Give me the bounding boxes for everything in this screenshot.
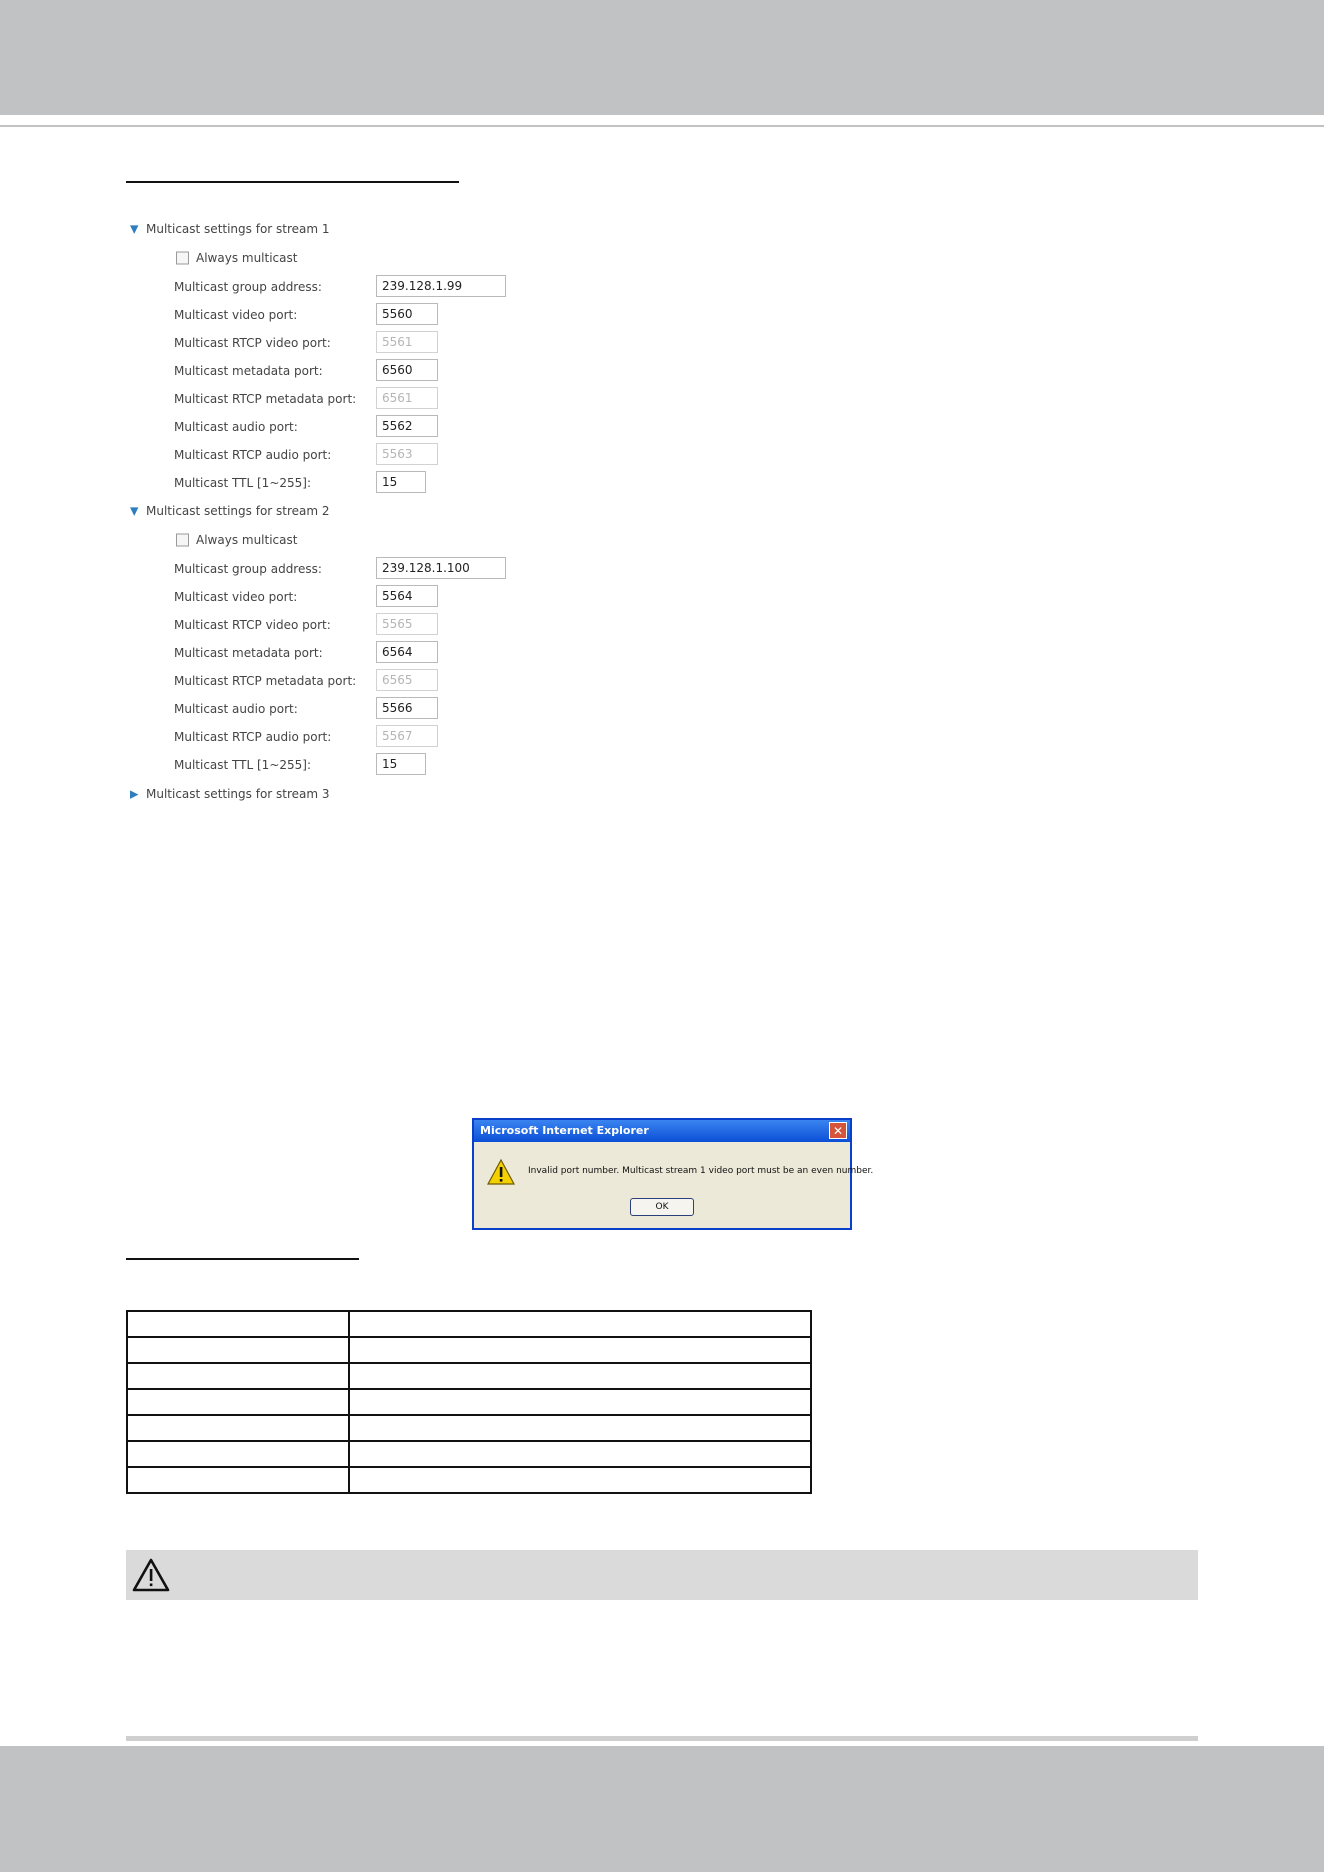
dialog-message: Invalid port number. Multicast stream 1 video port must be an even number. (528, 1166, 874, 1176)
multicast-metadata-port-input[interactable]: 6560 (376, 359, 438, 381)
multicast-metadata-port-input[interactable]: 6564 (376, 641, 438, 663)
table-cell (349, 1441, 811, 1467)
table-cell (349, 1415, 811, 1441)
always-multicast-checkbox[interactable] (176, 252, 189, 265)
multicast-audio-port-input[interactable]: 5566 (376, 697, 438, 719)
field-label: Multicast RTCP audio port: (174, 730, 332, 744)
form-row (126, 667, 646, 695)
table-row (127, 1441, 811, 1467)
table-cell (349, 1363, 811, 1389)
always-multicast-checkbox[interactable] (176, 534, 189, 547)
multicast-video-port-input[interactable]: 5564 (376, 585, 438, 607)
multicast-group-address-input[interactable]: 239.128.1.99 (376, 275, 506, 297)
table-cell (349, 1389, 811, 1415)
form-row (126, 723, 646, 751)
triangle-right-icon: ▶ (130, 787, 139, 801)
ok-button[interactable]: OK (630, 1198, 694, 1216)
table-cell (127, 1337, 349, 1363)
multicast-rtcp-metadata-port-input: 6561 (376, 387, 438, 409)
table-cell (127, 1415, 349, 1441)
warning-icon (486, 1158, 516, 1186)
field-label: Multicast video port: (174, 590, 298, 604)
form-row (126, 639, 646, 667)
table-cell (127, 1441, 349, 1467)
table-cell (349, 1337, 811, 1363)
multicast-rtcp-audio-port-input: 5567 (376, 725, 438, 747)
header-divider (0, 125, 1324, 127)
multicast-audio-port-input[interactable]: 5562 (376, 415, 438, 437)
table-cell (349, 1311, 811, 1337)
field-label: Multicast group address: (174, 562, 322, 576)
footer-divider (126, 1736, 1198, 1741)
field-label: Multicast video port: (174, 308, 298, 322)
form-row (126, 695, 646, 723)
stream-3-header-label: Multicast settings for stream 3 (146, 787, 330, 801)
warning-icon (130, 1556, 172, 1594)
multicast-rtcp-video-port-input: 5561 (376, 331, 438, 353)
table-cell (127, 1311, 349, 1337)
multicast-rtcp-video-port-input: 5565 (376, 613, 438, 635)
form-row (126, 273, 646, 301)
multicast-ttl-input[interactable]: 15 (376, 753, 426, 775)
stream-1-header-label: Multicast settings for stream 1 (146, 222, 330, 236)
field-label: Multicast TTL [1~255]: (174, 758, 312, 772)
multicast-group-address-input[interactable]: 239.128.1.100 (376, 557, 506, 579)
footer-band (0, 1746, 1324, 1872)
table-cell (127, 1389, 349, 1415)
field-label: Multicast TTL [1~255]: (174, 476, 312, 490)
form-row (126, 583, 646, 611)
stream-2-header-label: Multicast settings for stream 2 (146, 504, 330, 518)
field-label: Multicast RTCP video port: (174, 618, 331, 632)
close-icon[interactable]: ✕ (829, 1122, 847, 1139)
form-row (126, 413, 646, 441)
form-row (126, 357, 646, 385)
always-multicast-row (126, 526, 646, 554)
notice-bar (126, 1550, 1198, 1600)
field-label: Multicast RTCP audio port: (174, 448, 332, 462)
field-label: Multicast audio port: (174, 702, 298, 716)
multicast-ttl-input[interactable]: 15 (376, 471, 426, 493)
form-row (126, 385, 646, 413)
field-label: Multicast metadata port: (174, 364, 323, 378)
always-multicast-label: Always multicast (196, 533, 298, 547)
table-row (127, 1389, 811, 1415)
table-row (127, 1415, 811, 1441)
always-multicast-label: Always multicast (196, 251, 298, 265)
error-dialog (472, 1118, 874, 1230)
table-cell (127, 1363, 349, 1389)
table-row (127, 1337, 811, 1363)
field-label: Multicast metadata port: (174, 646, 323, 660)
form-row (126, 751, 646, 779)
multicast-rtcp-metadata-port-input: 6565 (376, 669, 438, 691)
field-label: Multicast RTCP metadata port: (174, 392, 357, 406)
header-band (0, 0, 1324, 115)
stream-3-header[interactable] (126, 781, 526, 807)
always-multicast-row (126, 244, 646, 272)
table-row (127, 1363, 811, 1389)
table-row (127, 1467, 811, 1493)
empty-table (126, 1310, 812, 1494)
form-row (126, 469, 646, 497)
field-label: Multicast RTCP video port: (174, 336, 331, 350)
form-row (126, 329, 646, 357)
form-row (126, 441, 646, 469)
dialog-title: Microsoft Internet Explorer (480, 1124, 649, 1137)
chevron-down-icon: ▼ (130, 222, 139, 236)
table-cell (127, 1467, 349, 1493)
form-row (126, 555, 646, 583)
table-row (127, 1311, 811, 1337)
dialog-titlebar (474, 1120, 850, 1142)
section-underline (126, 181, 459, 183)
field-label: Multicast group address: (174, 280, 322, 294)
multicast-rtcp-audio-port-input: 5563 (376, 443, 438, 465)
stream-2-header[interactable] (126, 498, 526, 524)
form-row (126, 611, 646, 639)
chevron-down-icon: ▼ (130, 504, 139, 518)
field-label: Multicast RTCP metadata port: (174, 674, 357, 688)
table-cell (349, 1467, 811, 1493)
field-label: Multicast audio port: (174, 420, 298, 434)
form-row (126, 301, 646, 329)
section-underline (126, 1258, 359, 1260)
stream-1-header[interactable] (126, 216, 526, 242)
multicast-video-port-input[interactable]: 5560 (376, 303, 438, 325)
